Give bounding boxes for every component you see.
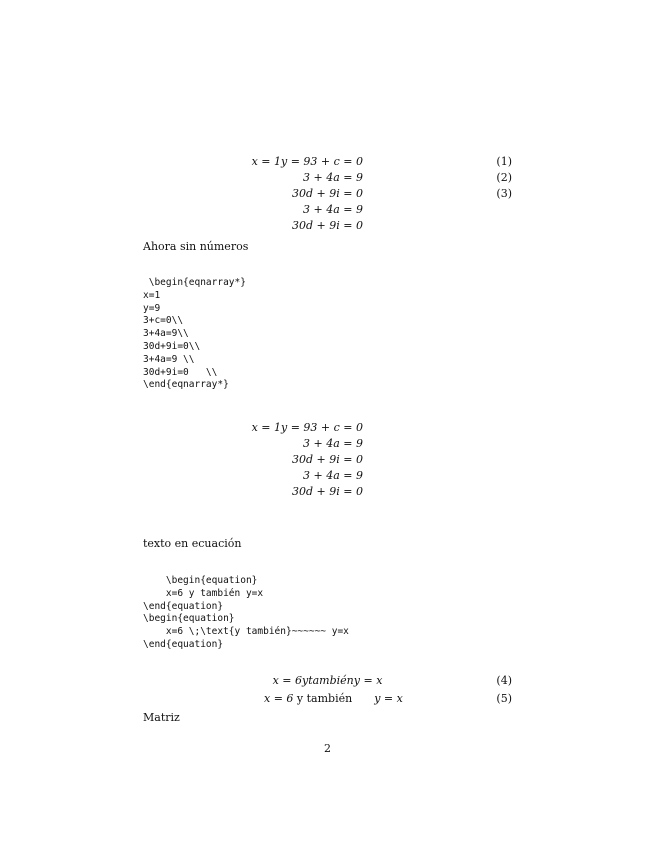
code-listing-eqnarray: \begin{eqnarray*} x=1 y=9 3+c=0\\ 3+4a=9\\ 30d+9i=0\\ 3+4a=9 \\ 30d+9i=0 \\ \end{eqnarray*} [143,277,246,391]
equation-number-4: (4) [496,674,512,687]
equation-line-4: 3 + 4a = 9 [303,203,363,216]
equation-number-3: (3) [496,187,512,200]
equation-5-left: x = 6 [264,692,294,705]
equation-4: x = 6ytambiény = x [272,674,383,687]
equation-number-2: (2) [496,171,512,184]
paragraph-sin-numeros: Ahora sin números [143,240,249,253]
equation-5-text: y también [296,692,353,705]
unnumbered-equation-line-2: 3 + 4a = 9 [303,437,363,450]
equation-number-5: (5) [496,692,512,705]
paragraph-matriz: Matriz [143,711,180,724]
equation-line-5: 30d + 9i = 0 [292,219,363,232]
equation-number-1: (1) [496,155,512,168]
equation-5-right: y = x [374,692,403,705]
equation-line-2: 3 + 4a = 9 [303,171,363,184]
equation-5 [264,692,403,706]
unnumbered-equation-line-1: x = 1y = 93 + c = 0 [251,421,363,434]
unnumbered-equation-line-5: 30d + 9i = 0 [292,485,363,498]
equation-line-1: x = 1y = 93 + c = 0 [251,155,363,168]
page-number: 2 [324,742,331,755]
unnumbered-equation-line-4: 3 + 4a = 9 [303,469,363,482]
unnumbered-equation-line-3: 30d + 9i = 0 [292,453,363,466]
code-listing-equation: \begin{equation} x=6 y también y=x \end{equation} \begin{equation} x=6 \;\text{y también}~~~~~~ y=x \end{equation} [143,575,349,650]
paragraph-texto-en-ecuacion: texto en ecuación [143,537,242,550]
equation-line-3: 30d + 9i = 0 [292,187,363,200]
